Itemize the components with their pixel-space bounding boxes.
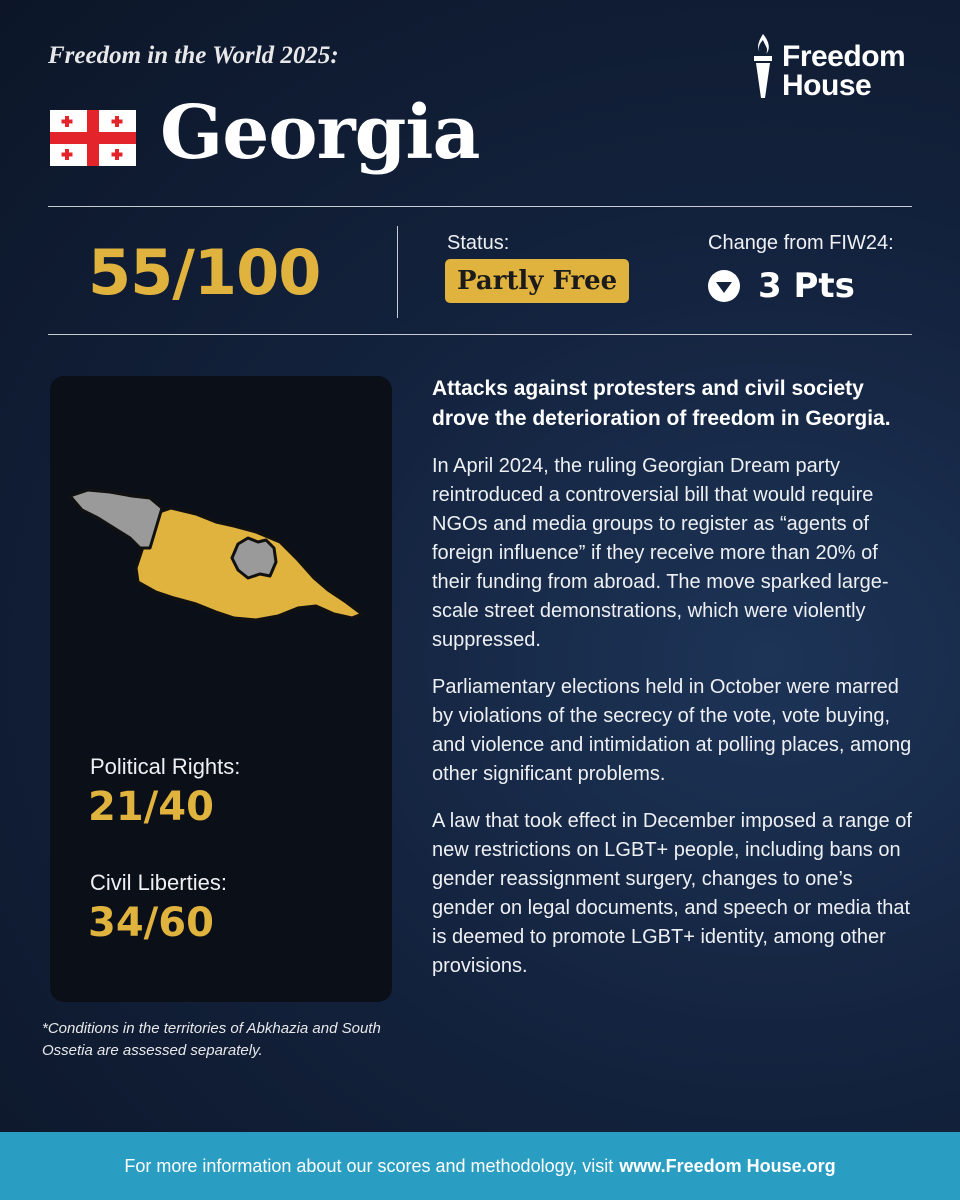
footer-link[interactable]: www.Freedom House.org xyxy=(619,1155,836,1176)
freedom-house-logo xyxy=(752,32,905,102)
divider-vertical xyxy=(397,226,398,318)
torch-icon xyxy=(752,32,774,102)
georgia-map xyxy=(66,486,382,636)
down-arrow-icon xyxy=(708,270,740,302)
divider-top xyxy=(48,206,912,207)
article xyxy=(432,374,916,999)
political-rights-label: Political Rights: xyxy=(90,754,241,779)
territory-footnote: *Conditions in the territories of Abkhazia and South Ossetia are assessed separately. xyxy=(42,1020,381,1059)
political-rights-score: 21/40 xyxy=(88,784,214,830)
kicker-title: Freedom in the World 2025: xyxy=(48,42,339,69)
change-value xyxy=(708,266,855,306)
georgia-flag-icon xyxy=(50,110,136,166)
footer-bar xyxy=(0,1132,960,1200)
status-badge: Partly Free xyxy=(445,259,629,303)
divider-bottom xyxy=(48,334,912,335)
map-card xyxy=(50,376,392,1002)
article-headline: Attacks against protesters and civil society drove the deterioration of freedom in Georgia. xyxy=(432,377,891,430)
article-paragraph: Parliamentary elections held in October were marred by violations of the secrecy of the vote, vote buying, and violence and intimidation at polling places, among other significant problems. xyxy=(432,676,912,785)
country-name: Georgia xyxy=(160,90,480,176)
change-label: Change from FIW24: xyxy=(708,232,894,254)
abkhazia-territory xyxy=(70,490,162,548)
logo-line-2: House xyxy=(782,69,872,102)
logo-line-1: Freedom xyxy=(782,40,906,73)
change-points: 3 Pts xyxy=(758,266,855,306)
footer-text: For more information about our scores and methodology, visit xyxy=(124,1155,614,1176)
article-paragraph: A law that took effect in December imposed a range of new restrictions on LGBT+ people, including bans on gender reassignment surgery, changes to one’s gender on legal documents, and speech or media that is deemed to promote LGBT+ identity, among other provisions. xyxy=(432,810,912,977)
status-label: Status: xyxy=(447,232,510,254)
total-score: 55/100 xyxy=(88,236,321,309)
civil-liberties-label: Civil Liberties: xyxy=(90,870,227,895)
article-paragraph: In April 2024, the ruling Georgian Dream party reintroduced a controversial bill that would require NGOs and media groups to register as “agents of foreign influence” if they receive more than 20% of their funding from abroad. The move sparked large-scale street demonstrations, which were violently suppressed. xyxy=(432,455,889,651)
south-ossetia-territory xyxy=(232,538,276,578)
civil-liberties-score: 34/60 xyxy=(88,900,214,946)
